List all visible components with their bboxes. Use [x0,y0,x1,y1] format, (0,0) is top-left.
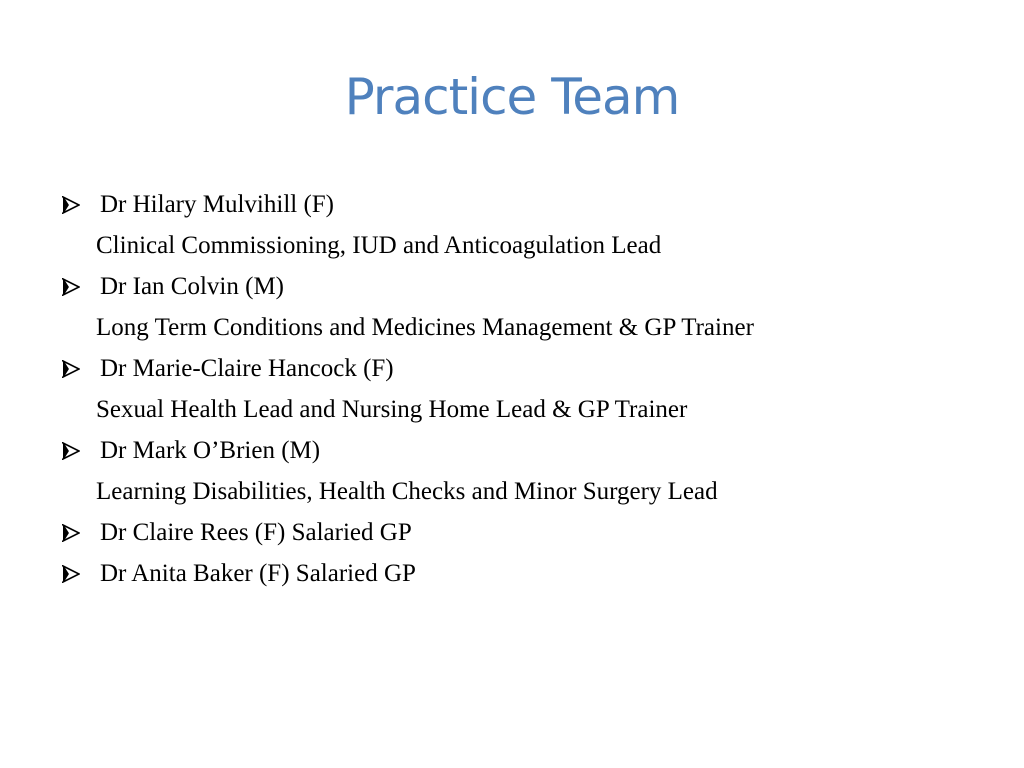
team-member-role: Sexual Health Lead and Nursing Home Lead & GP Trainer [96,396,688,423]
slide-title: Practice Team [344,68,680,126]
arrowhead-bullet-icon [62,553,82,594]
team-member-name: Dr Anita Baker (F) Salaried GP [62,553,982,594]
team-list [62,184,982,594]
arrowhead-bullet-icon [62,512,82,553]
team-member-name: Dr Marie-Claire Hancock (F) [62,348,982,389]
team-member-name: Dr Mark O’Brien (M) [62,430,982,471]
arrowhead-bullet-icon [62,184,82,225]
team-member-name: Dr Claire Rees (F) Salaried GP [62,512,982,553]
team-member-role: Clinical Commissioning, IUD and Anticoagulation Lead [96,232,662,259]
arrowhead-bullet-icon [62,430,82,471]
team-member-name: Dr Hilary Mulvihill (F) [62,184,982,225]
team-member-role: Long Term Conditions and Medicines Management & GP Trainer [96,314,754,341]
arrowhead-bullet-icon [62,266,82,307]
team-member-role: Learning Disabilities, Health Checks and Minor Surgery Lead [96,478,718,505]
team-member-name: Dr Ian Colvin (M) [62,266,982,307]
arrowhead-bullet-icon [62,348,82,389]
